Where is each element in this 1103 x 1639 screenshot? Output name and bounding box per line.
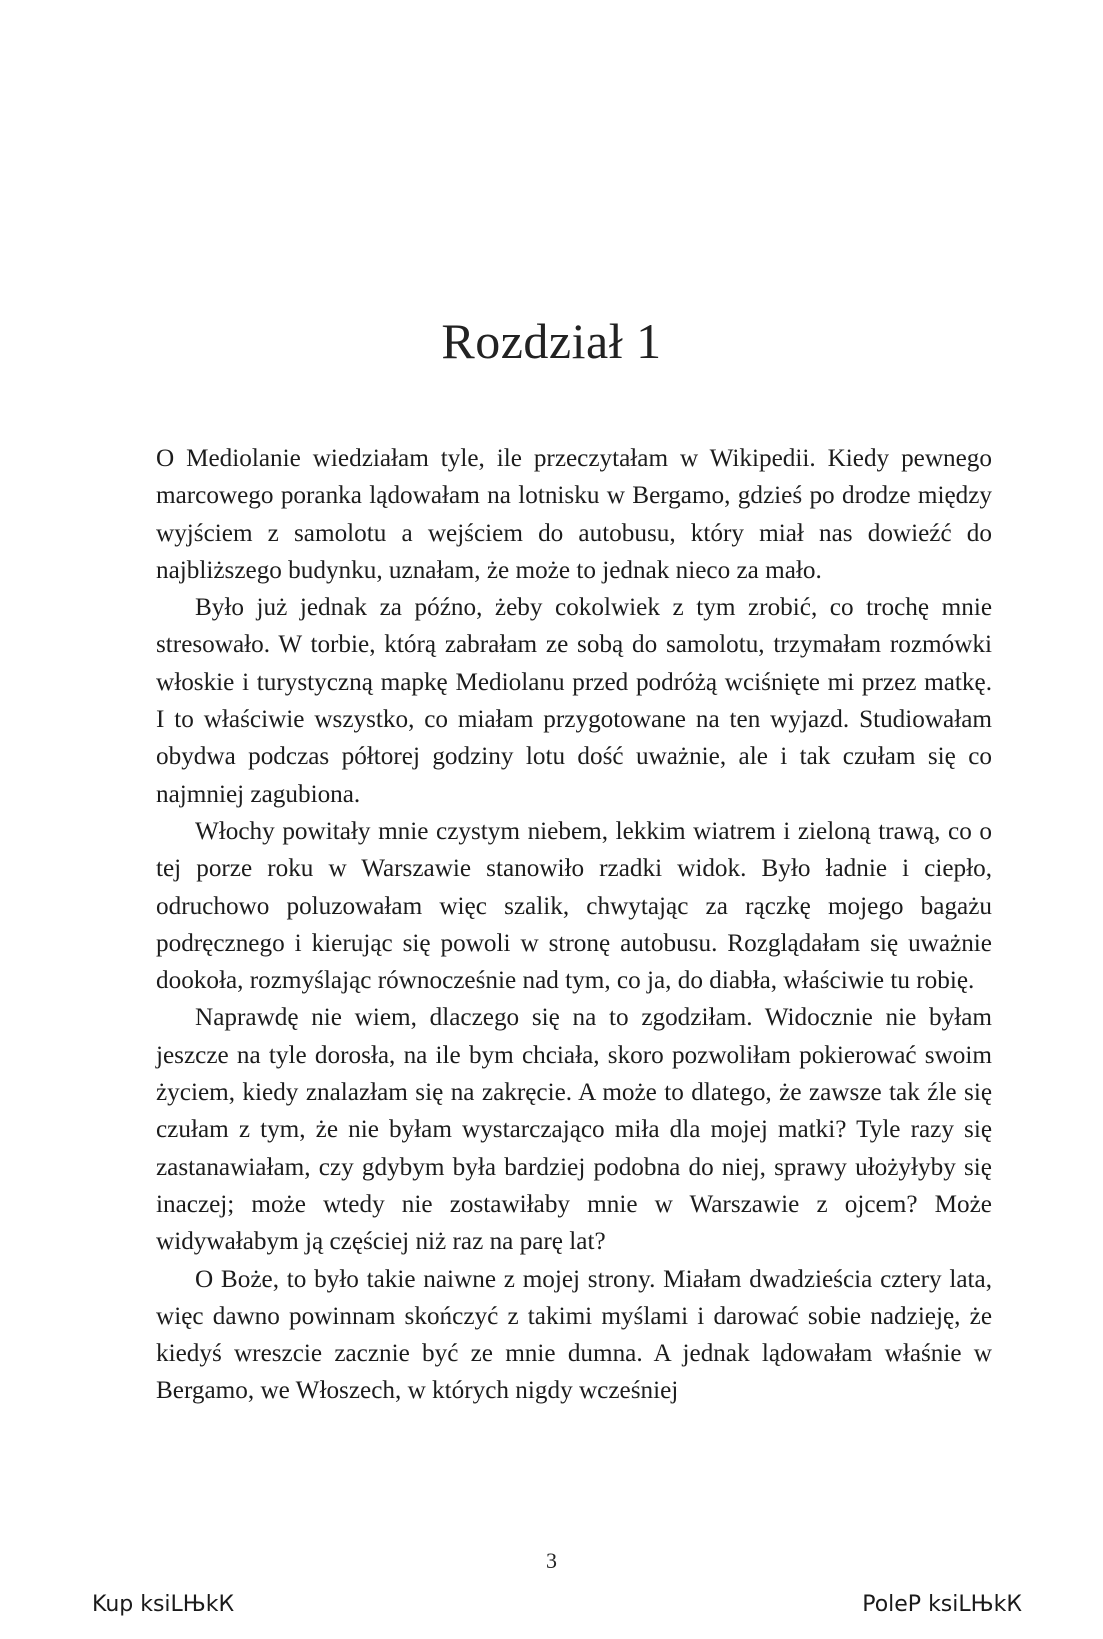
paragraph-2: Było już jednak za późno, żeby cokolwiek z tym zrobić, co trochę mnie stresowało. W torbie, którą zabrałam ze sobą do samolotu, trzymałam rozmówki włoskie i turystyczną mapkę Mediolanu przed podróżą wciśnięte mi przez matkę. I to właściwie wszystko, co miałam przygotowane na ten wyjazd. Studiowałam obydwa podczas półtorej godziny lotu dość uważnie, ale i tak czułam się co najmniej zagubiona. <box>156 594 992 808</box>
recommend-book-link[interactable]: PoleР ksiLЊkК <box>862 1592 1022 1617</box>
buy-book-link[interactable]: Kup ksiLЊkК <box>92 1592 235 1617</box>
paragraph-5: O Boże, to było takie naiwne z mojej strony. Miałam dwadzieścia cztery lata, więc dawno powinnam skończyć z takimi myślami i darować sobie nadzieję, że kiedyś wreszcie zacznie być ze mnie dumna. A jednak lądowałam właśnie w Bergamo, we Włoszech, w których nigdy wcześniej <box>156 1265 992 1405</box>
paragraph-1: O Mediolanie wiedziałam tyle, ile przeczytałam w Wikipedii. Kiedy pewnego marcowego poranka lądowałam na lotnisku w Bergamo, gdzieś po drodze między wyjściem z samolotu a wejściem do autobusu, który miał nas dowieźć do najbliższego budynku, uznałam, że może to jednak nieco za mało. <box>156 445 992 584</box>
paragraph-4: Naprawdę nie wiem, dlaczego się na to zgodziłam. Widocznie nie byłam jeszcze na tyle dorosła, na ile bym chciała, skoro pozwoliłam pokierować swoim życiem, kiedy znalazłam się na zakręcie. A może to dlatego, że zawsze tak źle się czułam z tym, że nie byłam wystarczająco miła dla mojej matki? Tyle razy się zastanawiałam, czy gdybym była bardziej podobna do niej, sprawy ułożyłyby się inaczej; może wtedy nie zostawiłaby mnie w Warszawie z ojcem? Może widywałabym ją częściej niż raz na parę lat? <box>156 1004 992 1256</box>
paragraph-3: Włochy powitały mnie czystym niebem, lekkim wiatrem i zieloną trawą, co o tej porze roku w Warszawie stanowiło rzadki widok. Było ładnie i ciepło, odruchowo poluzowałam więc szalik, chwytając za rączkę mojego bagażu podręcznego i kierując się powoli w stronę autobusu. Rozglądałam się uważnie dookoła, rozmyślając równocześnie nad tym, co ja, do diabła, właściwie tu robię. <box>156 817 992 995</box>
page-number: 3 <box>546 1548 557 1573</box>
chapter-title: Rozdział 1 <box>441 313 662 369</box>
chapter-body <box>156 440 992 1410</box>
